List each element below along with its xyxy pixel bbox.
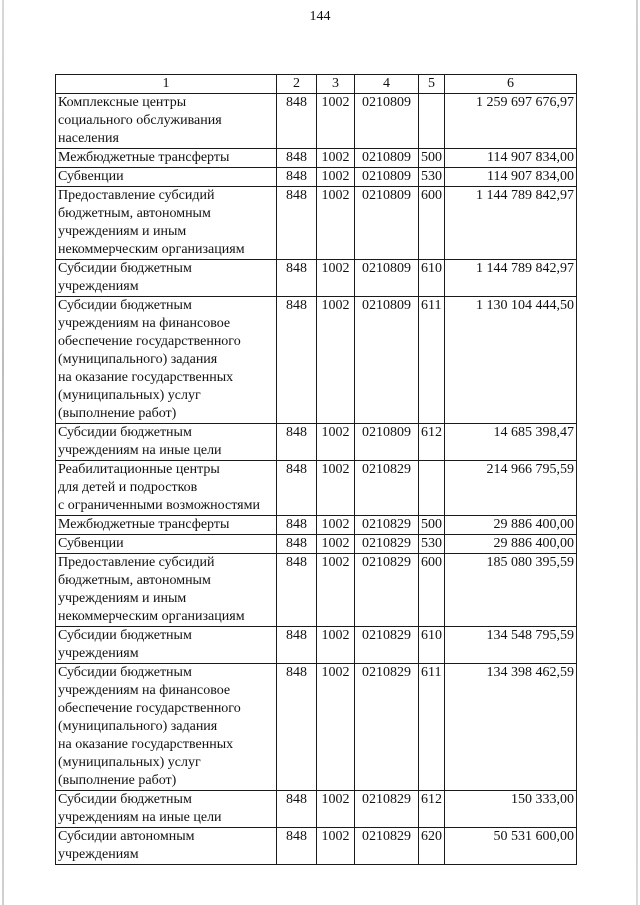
row-cell-razdel: 1002: [317, 535, 355, 554]
header-cell-sum: 6: [445, 75, 577, 94]
row-cell-razdel: 1002: [317, 94, 355, 149]
row-cell-razdel: 1002: [317, 187, 355, 260]
row-cell-sum: 185 080 395,59: [445, 554, 577, 627]
row-cell-csr: 0210829: [355, 828, 419, 865]
row-cell-sum: 150 333,00: [445, 791, 577, 828]
row-cell-sum: 214 966 795,59: [445, 461, 577, 516]
row-cell-csr: 0210809: [355, 297, 419, 424]
row-cell-vr: 530: [419, 535, 445, 554]
header-cell-name: 1: [56, 75, 277, 94]
row-cell-vr: [419, 94, 445, 149]
row-cell-name: Субсидии бюджетным учреждениям на иные цели: [56, 791, 277, 828]
row-cell-sum: 134 548 795,59: [445, 627, 577, 664]
row-cell-name: Субсидии бюджетным учреждениям на финансовое обеспечение государственного (муниципального) задания на оказание государственных (муниципальных) услуг (выполнение работ): [56, 664, 277, 791]
row-cell-name: Субсидии бюджетным учреждениям: [56, 260, 277, 297]
header-cell-ved: 2: [277, 75, 317, 94]
row-cell-name: Комплексные центры социального обслуживания населения: [56, 94, 277, 149]
row-cell-ved: 848: [277, 627, 317, 664]
row-cell-sum: 14 685 398,47: [445, 424, 577, 461]
header-cell-razdel: 3: [317, 75, 355, 94]
row-cell-ved: 848: [277, 149, 317, 168]
row-cell-razdel: 1002: [317, 260, 355, 297]
row-cell-ved: 848: [277, 664, 317, 791]
row-cell-razdel: 1002: [317, 828, 355, 865]
row-cell-ved: 848: [277, 535, 317, 554]
row-cell-vr: [419, 461, 445, 516]
table-row: [56, 791, 577, 828]
scan-edge-right: [636, 0, 638, 905]
row-cell-vr: 610: [419, 260, 445, 297]
row-cell-csr: 0210809: [355, 424, 419, 461]
row-cell-name: Межбюджетные трансферты: [56, 516, 277, 535]
row-cell-name: Субсидии бюджетным учреждениям на финансовое обеспечение государственного (муниципального) задания на оказание государственных (муниципальных) услуг (выполнение работ): [56, 297, 277, 424]
row-cell-sum: 1 144 789 842,97: [445, 187, 577, 260]
table-row: [56, 516, 577, 535]
row-cell-csr: 0210829: [355, 461, 419, 516]
row-cell-vr: 500: [419, 516, 445, 535]
table-row: [56, 260, 577, 297]
table-row: [56, 149, 577, 168]
row-cell-ved: 848: [277, 791, 317, 828]
row-cell-ved: 848: [277, 424, 317, 461]
row-cell-razdel: 1002: [317, 149, 355, 168]
row-cell-razdel: 1002: [317, 554, 355, 627]
table-row: [56, 627, 577, 664]
row-cell-razdel: 1002: [317, 627, 355, 664]
table-row: [56, 535, 577, 554]
row-cell-csr: 0210829: [355, 791, 419, 828]
row-cell-csr: 0210829: [355, 664, 419, 791]
row-cell-csr: 0210809: [355, 168, 419, 187]
table-row: [56, 168, 577, 187]
row-cell-razdel: 1002: [317, 297, 355, 424]
row-cell-razdel: 1002: [317, 516, 355, 535]
row-cell-vr: 612: [419, 424, 445, 461]
row-cell-csr: 0210829: [355, 554, 419, 627]
row-cell-ved: 848: [277, 297, 317, 424]
header-cell-csr: 4: [355, 75, 419, 94]
row-cell-name: Предоставление субсидий бюджетным, автономным учреждениям и иным некоммерческим организациям: [56, 187, 277, 260]
row-cell-vr: 620: [419, 828, 445, 865]
row-cell-razdel: 1002: [317, 791, 355, 828]
row-cell-razdel: 1002: [317, 424, 355, 461]
row-cell-name: Субсидии бюджетным учреждениям на иные цели: [56, 424, 277, 461]
row-cell-sum: 1 130 104 444,50: [445, 297, 577, 424]
row-cell-sum: 114 907 834,00: [445, 168, 577, 187]
row-cell-name: Предоставление субсидий бюджетным, автономным учреждениям и иным некоммерческим организациям: [56, 554, 277, 627]
row-cell-name: Субвенции: [56, 535, 277, 554]
row-cell-vr: 600: [419, 187, 445, 260]
row-cell-ved: 848: [277, 168, 317, 187]
row-cell-csr: 0210809: [355, 260, 419, 297]
budget-table: [55, 74, 577, 865]
row-cell-ved: 848: [277, 461, 317, 516]
row-cell-vr: 500: [419, 149, 445, 168]
table-row: [56, 461, 577, 516]
row-cell-ved: 848: [277, 94, 317, 149]
row-cell-ved: 848: [277, 187, 317, 260]
table-row: [56, 94, 577, 149]
row-cell-vr: 600: [419, 554, 445, 627]
row-cell-sum: 29 886 400,00: [445, 535, 577, 554]
row-cell-name: Субвенции: [56, 168, 277, 187]
table-row: [56, 187, 577, 260]
row-cell-csr: 0210809: [355, 94, 419, 149]
table-row: [56, 424, 577, 461]
row-cell-vr: 530: [419, 168, 445, 187]
row-cell-razdel: 1002: [317, 168, 355, 187]
row-cell-sum: 114 907 834,00: [445, 149, 577, 168]
row-cell-ved: 848: [277, 516, 317, 535]
table-row: [56, 664, 577, 791]
row-cell-razdel: 1002: [317, 664, 355, 791]
row-cell-vr: 611: [419, 664, 445, 791]
row-cell-sum: 134 398 462,59: [445, 664, 577, 791]
row-cell-sum: 29 886 400,00: [445, 516, 577, 535]
row-cell-vr: 611: [419, 297, 445, 424]
row-cell-name: Субсидии автономным учреждениям: [56, 828, 277, 865]
table-header-row: [56, 75, 577, 94]
row-cell-csr: 0210829: [355, 627, 419, 664]
page-number: 144: [309, 9, 331, 24]
row-cell-ved: 848: [277, 828, 317, 865]
row-cell-vr: 610: [419, 627, 445, 664]
scan-edge-left: [2, 0, 4, 905]
row-cell-csr: 0210829: [355, 535, 419, 554]
row-cell-name: Межбюджетные трансферты: [56, 149, 277, 168]
row-cell-ved: 848: [277, 260, 317, 297]
table-row: [56, 297, 577, 424]
row-cell-vr: 612: [419, 791, 445, 828]
table-row: [56, 554, 577, 627]
row-cell-name: Субсидии бюджетным учреждениям: [56, 627, 277, 664]
row-cell-sum: 50 531 600,00: [445, 828, 577, 865]
row-cell-sum: 1 144 789 842,97: [445, 260, 577, 297]
row-cell-sum: 1 259 697 676,97: [445, 94, 577, 149]
header-cell-vr: 5: [419, 75, 445, 94]
row-cell-csr: 0210829: [355, 516, 419, 535]
budget-table-body: [56, 75, 577, 865]
row-cell-csr: 0210809: [355, 149, 419, 168]
row-cell-name: Реабилитационные центры для детей и подростков с ограниченными возможностями: [56, 461, 277, 516]
row-cell-csr: 0210809: [355, 187, 419, 260]
table-row: [56, 828, 577, 865]
row-cell-ved: 848: [277, 554, 317, 627]
row-cell-razdel: 1002: [317, 461, 355, 516]
